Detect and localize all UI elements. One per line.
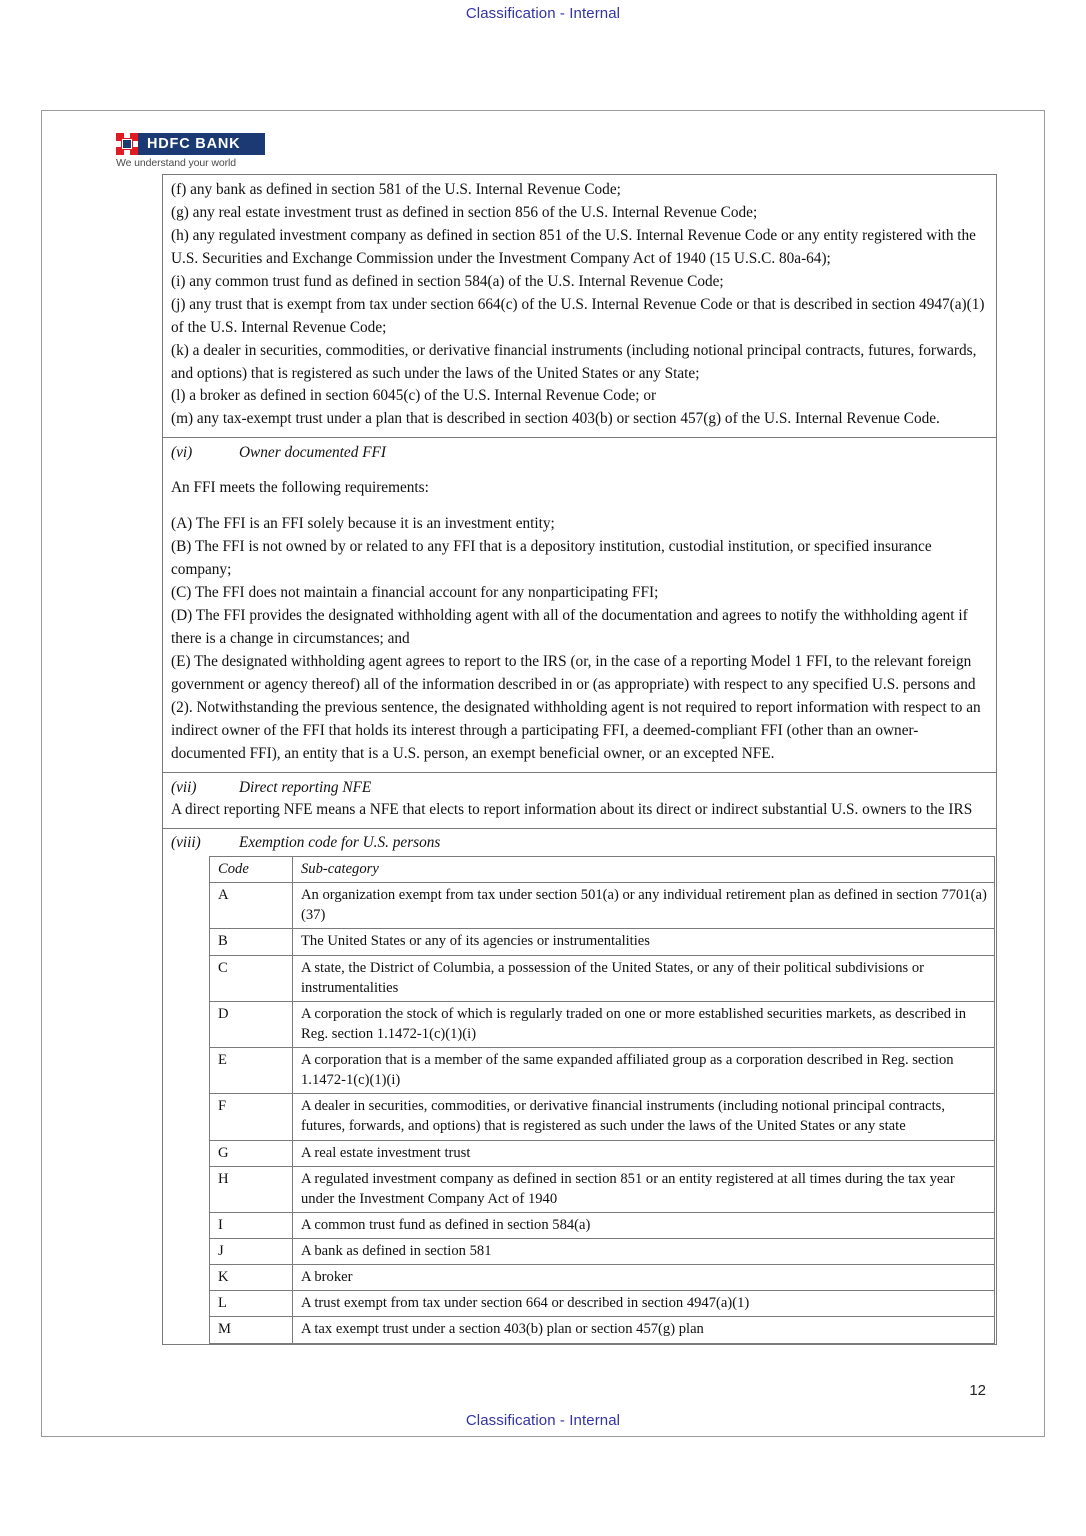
exempt-list-block	[163, 175, 996, 438]
cell-code: D	[210, 1001, 293, 1047]
cell-subcategory: A bank as defined in section 581	[293, 1239, 995, 1265]
section-title: Exemption code for U.S. persons	[239, 833, 441, 851]
list-item: (m) any tax-exempt trust under a plan that is described in section 403(b) or section 457(g) of the U.S. Internal Revenue Code.	[171, 410, 940, 428]
section-numeral: (vii)	[171, 778, 197, 796]
column-header-code: Code	[210, 857, 293, 883]
table-row	[210, 929, 995, 955]
section-heading	[171, 442, 988, 464]
cell-code: J	[210, 1239, 293, 1265]
table-row	[210, 1317, 995, 1343]
logo-wordmark: HDFC BANK	[147, 136, 241, 152]
owner-documented-ffi-block	[163, 438, 996, 772]
cell-code: E	[210, 1048, 293, 1094]
list-item: (f) any bank as defined in section 581 of the U.S. Internal Revenue Code;	[171, 181, 621, 198]
hdfc-bank-logo	[116, 133, 265, 169]
classification-footer: Classification - Internal	[465, 1412, 621, 1429]
cell-code: I	[210, 1212, 293, 1238]
list-item: (h) any regulated investment company as defined in section 851 of the U.S. Internal Revenue Code or any entity registered with the U.S. Securities and Exchange Commission under the Investment Company Act of 1940 (15 U.S.C. 80a-64);	[171, 226, 976, 267]
cell-subcategory: The United States or any of its agencies or instrumentalities	[293, 929, 995, 955]
section-numeral: (vi)	[171, 444, 193, 462]
section-heading	[171, 832, 988, 854]
cell-code: C	[210, 955, 293, 1001]
requirement-item: (E) The designated withholding agent agrees to report to the IRS (or, in the case of a reporting Model 1 FFI, to the relevant foreign government or agency thereof) all of the information described in or (as appropriate) with respect to any specified U.S. persons and (2). Notwithstanding the previous sentence, the designated withholding agent is not required to report information with respect to an indirect owner of the FFI that holds its interest through a participating FFI, a deemed-compliant FFI (other than an owner-documented FFI), an entity that is a U.S. person, an exempt beneficial owner, or an excepted NFE.	[171, 653, 981, 762]
direct-reporting-nfe-block	[163, 773, 996, 829]
section-heading	[171, 777, 988, 799]
cell-code: A	[210, 883, 293, 929]
cell-code: H	[210, 1166, 293, 1212]
cell-subcategory: A corporation the stock of which is regularly traded on one or more established securities markets, as described in Reg. section 1.1472-1(c)(1)(i)	[293, 1001, 995, 1047]
table-row	[210, 1239, 995, 1265]
column-header-subcategory: Sub-category	[293, 857, 995, 883]
table-row	[210, 955, 995, 1001]
section-title: Owner documented FFI	[239, 444, 386, 462]
section-body: A direct reporting NFE means a NFE that elects to report information about its direct or indirect substantial U.S. owners to the IRS	[171, 800, 973, 818]
table-row	[210, 1140, 995, 1166]
requirement-item: (C) The FFI does not maintain a financial account for any nonparticipating FFI;	[171, 584, 659, 602]
exemption-code-block	[163, 829, 996, 1344]
cell-subcategory: A tax exempt trust under a section 403(b) plan or section 457(g) plan	[293, 1317, 995, 1343]
cell-code: B	[210, 929, 293, 955]
list-item: (k) a dealer in securities, commodities, or derivative financial instruments (including notional principal contracts, futures, forwards, and options) that is registered as such under the laws of the United States or any State;	[171, 341, 977, 382]
table-row	[210, 883, 995, 929]
table-row	[210, 1094, 995, 1140]
table-row	[210, 1166, 995, 1212]
logo-tagline: We understand your world	[116, 157, 236, 169]
table-header-row	[210, 857, 995, 883]
table-row	[210, 1265, 995, 1291]
cell-subcategory: A state, the District of Columbia, a possession of the United States, or any of their political subdivisions or instrumentalities	[293, 955, 995, 1001]
document-page	[41, 110, 1045, 1437]
cell-code: M	[210, 1317, 293, 1343]
cell-code: G	[210, 1140, 293, 1166]
exemption-code-table	[209, 856, 995, 1344]
cell-code: K	[210, 1265, 293, 1291]
cell-subcategory: A real estate investment trust	[293, 1140, 995, 1166]
table-row	[210, 1001, 995, 1047]
cell-code: F	[210, 1094, 293, 1140]
content-frame	[162, 174, 997, 1345]
cell-subcategory: An organization exempt from tax under section 501(a) or any individual retirement plan as defined in section 7701(a)(37)	[293, 883, 995, 929]
table-row	[210, 1291, 995, 1317]
section-title: Direct reporting NFE	[239, 778, 372, 796]
list-item: (i) any common trust fund as defined in section 584(a) of the U.S. Internal Revenue Code;	[171, 272, 724, 290]
cell-subcategory: A corporation that is a member of the same expanded affiliated group as a corporation described in Reg. section 1.1472-1(c)(1)(i)	[293, 1048, 995, 1094]
requirement-item: (D) The FFI provides the designated withholding agent with all of the documentation and agrees to notify the withholding agent if there is a change in circumstances; and	[171, 607, 968, 648]
requirement-item: (B) The FFI is not owned by or related to any FFI that is a depository institution, custodial institution, or specified insurance company;	[171, 538, 932, 579]
cell-subcategory: A trust exempt from tax under section 664 or described in section 4947(a)(1)	[293, 1291, 995, 1317]
page-number: 12	[969, 1382, 986, 1399]
list-item: (g) any real estate investment trust as defined in section 856 of the U.S. Internal Revenue Code;	[171, 203, 758, 221]
cell-subcategory: A dealer in securities, commodities, or derivative financial instruments (including notional principal contracts, futures, forwards, and options) that is registered as such under the laws of the United States or any state	[293, 1094, 995, 1140]
section-intro: An FFI meets the following requirements:	[171, 479, 429, 497]
cell-subcategory: A regulated investment company as defined in section 851 or an entity registered at all times during the tax year under the Investment Company Act of 1940	[293, 1166, 995, 1212]
list-item: (j) any trust that is exempt from tax under section 664(c) of the U.S. Internal Revenue Code or that is described in section 4947(a)(1) of the U.S. Internal Revenue Code;	[171, 295, 985, 336]
hdfc-square-icon	[116, 133, 138, 155]
cell-subcategory: A common trust fund as defined in section 584(a)	[293, 1212, 995, 1238]
table-row	[210, 1212, 995, 1238]
section-numeral: (viii)	[171, 833, 201, 851]
table-row	[210, 1048, 995, 1094]
logo-bar	[116, 133, 265, 155]
requirement-item: (A) The FFI is an FFI solely because it is an investment entity;	[171, 515, 555, 533]
list-item: (l) a broker as defined in section 6045(c) of the U.S. Internal Revenue Code; or	[171, 387, 657, 405]
classification-header: Classification - Internal	[465, 5, 621, 22]
cell-subcategory: A broker	[293, 1265, 995, 1291]
cell-code: L	[210, 1291, 293, 1317]
